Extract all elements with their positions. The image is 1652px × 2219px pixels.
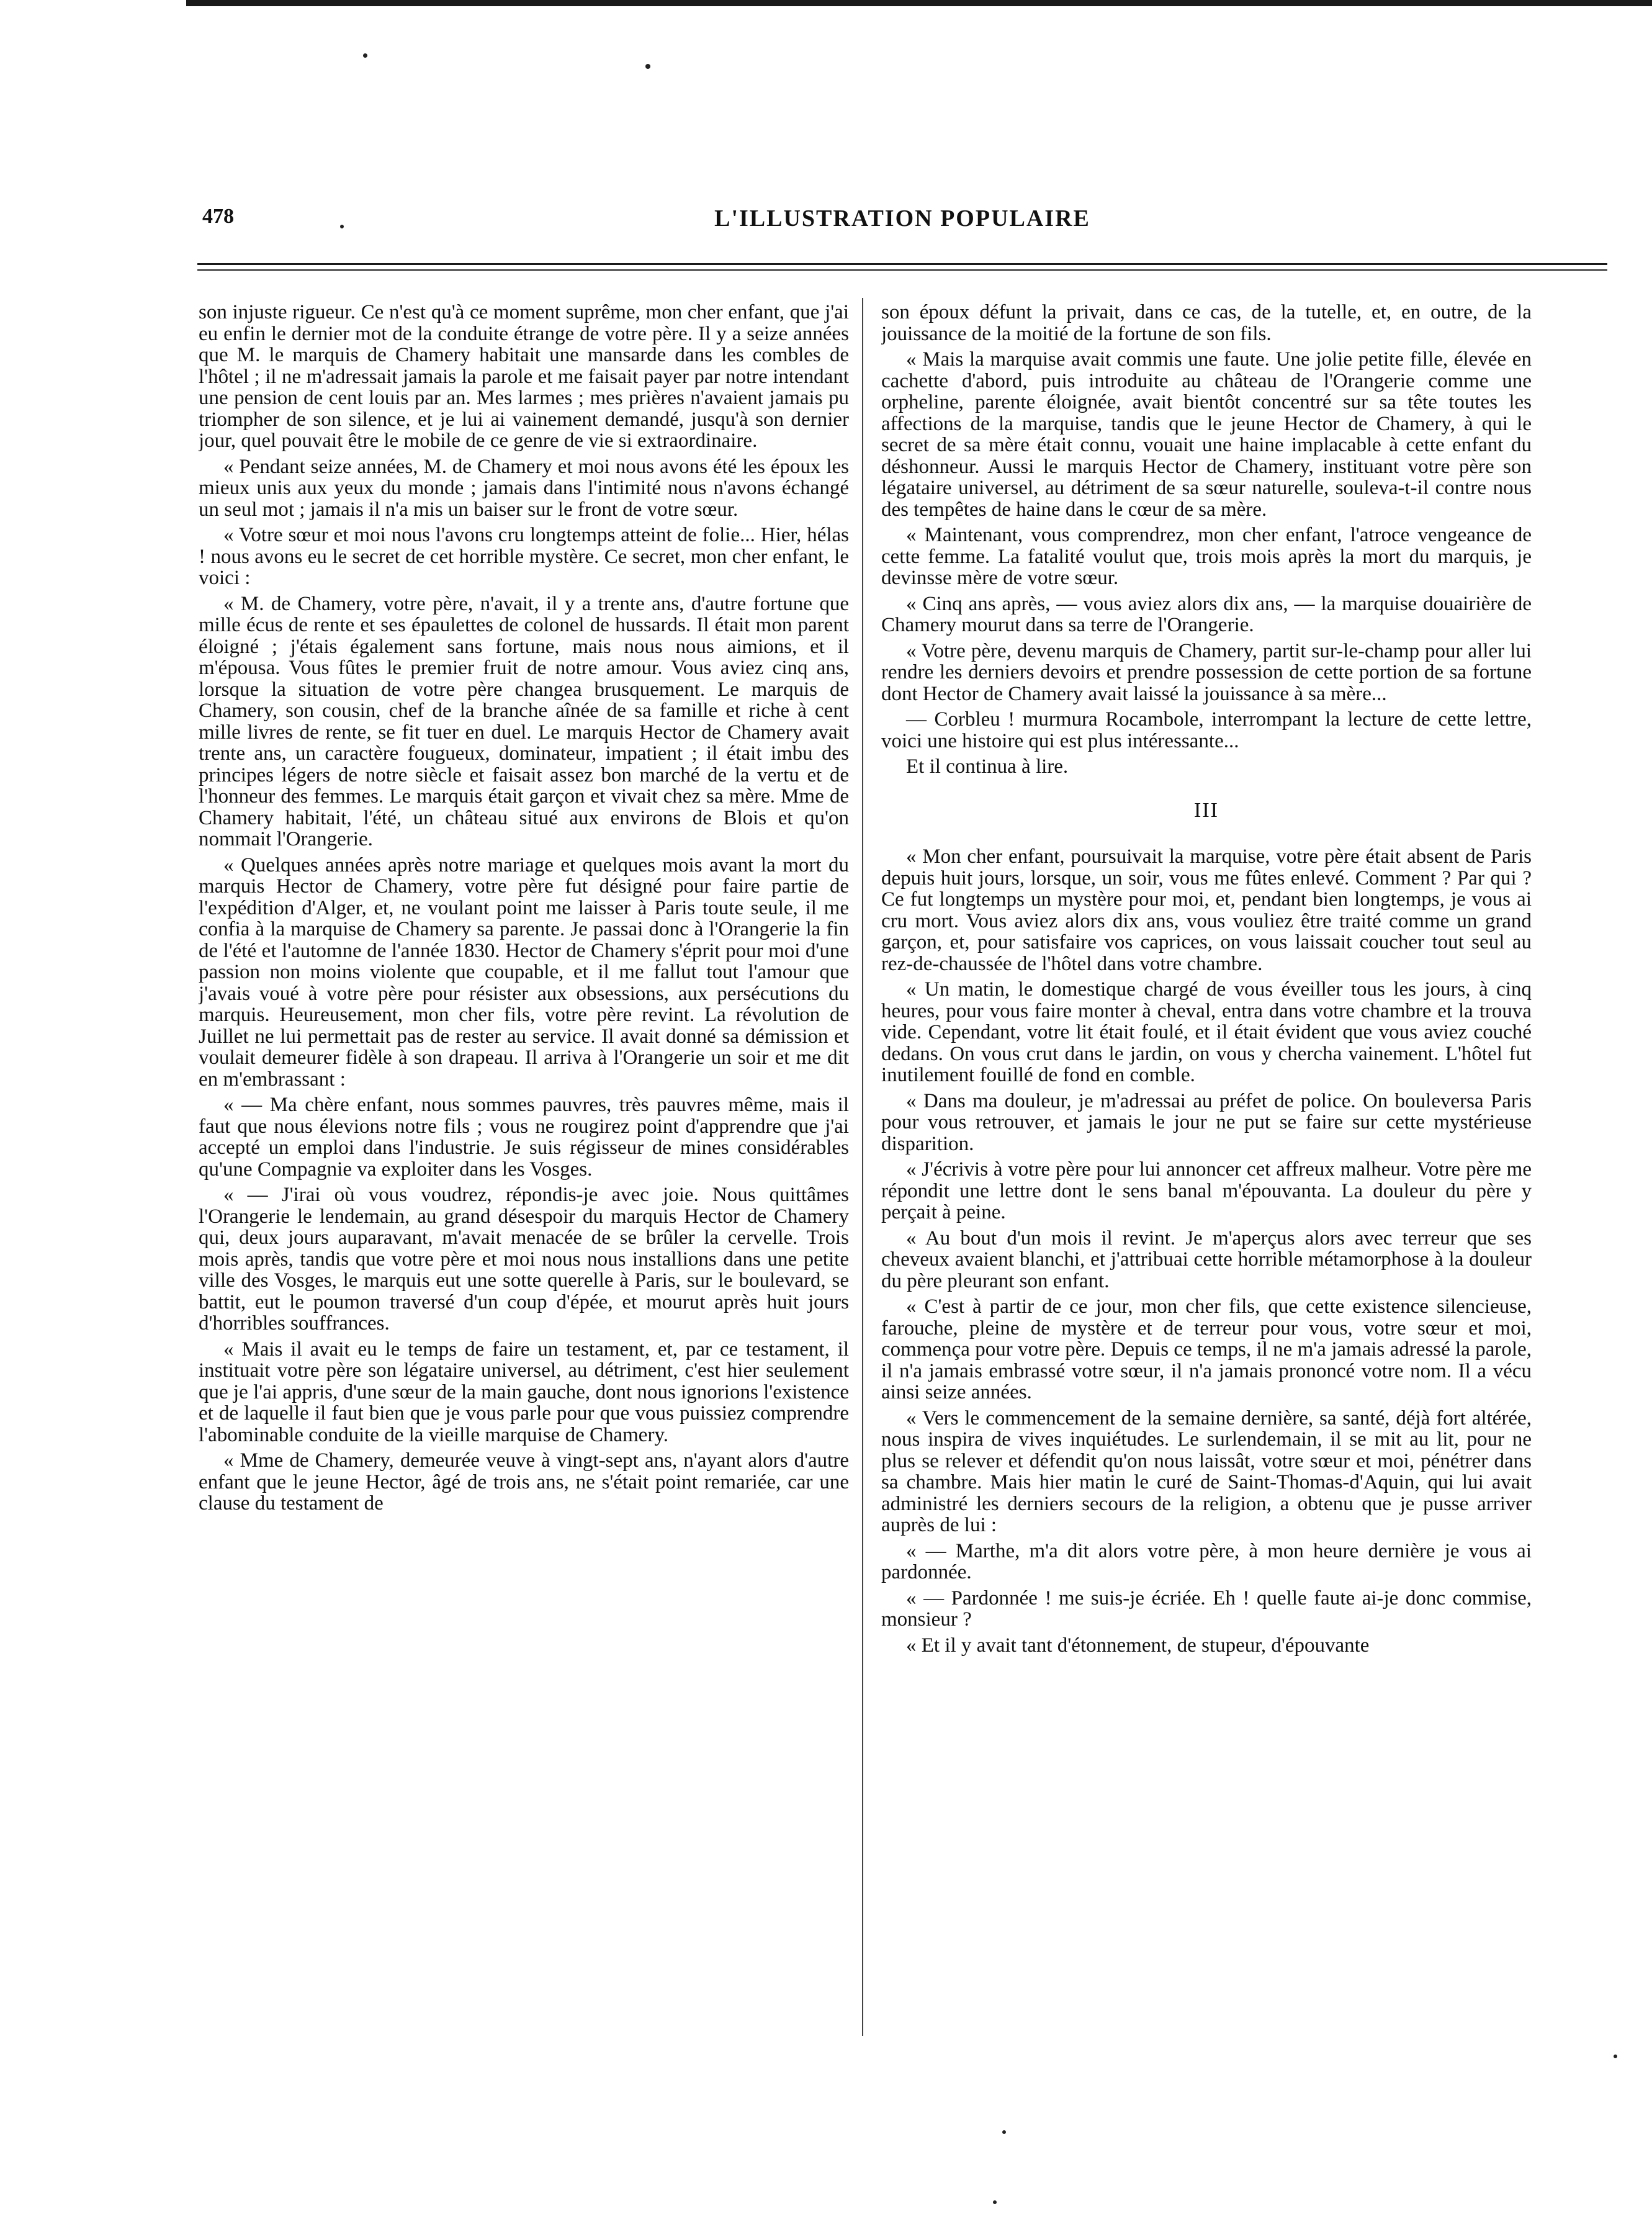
page-number: 478 — [202, 205, 234, 228]
paragraph: « Et il y avait tant d'étonnement, de stupeur, d'épouvante — [906, 1634, 1370, 1657]
paragraph: « Cinq ans après, — vous aviez alors dix ans, — la marquise douairière de Chamery mourut dans sa terre de l'Orangerie. — [881, 592, 1532, 636]
column-rule — [862, 298, 863, 2036]
paragraph: « Mais il avait eu le temps de faire un testament, et, par ce testament, il instituait votre père son légataire universel, au détriment, c'est hier seulement que je l'ai appris, d'une sœur de la main gauche, dont nous ignorions l'existence et de laquelle il faut bien que je vous parle pour que vous puissiez comprendre l'abominable conduite de la vieille marquise de Chamery. — [199, 1338, 849, 1446]
paragraph: « Quelques années après notre mariage et quelques mois avant la mort du marquis Hector de Chamery, votre père fut désigné pour faire partie de l'expédition d'Alger, et, ne voulant point me laisser à Paris toute seule, il me confia à la marquise de Chamery sa parente. Je passai donc à l'Orangerie la fin de l'été et l'automne de l'année 1830. Hector de Chamery s'éprit pour moi d'une passion non moins violente que coupable, et il me fallut tout l'amour que j'avais voué à votre père pour résister aux obsessions, aux persécutions du marquis. Heureusement, mon cher fils, votre père revint. La révolution de Juillet ne lui permettait pas de rester au service. Il avait donné sa démission et voulait demeurer fidèle à son drapeau. Il arriva à l'Orangerie un soir et me dit en m'embrassant : — [199, 853, 849, 1091]
paragraph: « Votre père, devenu marquis de Chamery, partit sur-le-champ pour aller lui rendre les derniers devoirs et prendre possession de cette portion de sa fortune dont Hector de Chamery avait laissé la jouissance à sa mère... — [881, 639, 1532, 705]
section-heading: III — [1194, 798, 1219, 822]
right-column — [881, 302, 1532, 2040]
paragraph: « Dans ma douleur, je m'adressai au préfet de police. On bouleversa Paris pour vous retrouver, et jamais le jour ne put se faire sur cette mystérieuse disparition. — [881, 1089, 1532, 1155]
paragraph: « Un matin, le domestique chargé de vous éveiller tous les jours, à cinq heures, pour vous faire monter à cheval, entra dans votre chambre et la trouva vide. Cependant, votre lit était foulé, et il était évident que vous aviez couché dedans. On vous crut dans le jardin, on vous y chercha vainement. L'hôtel fut inutilement fouillé de fond en comble. — [881, 978, 1532, 1086]
paragraph: « M. de Chamery, votre père, n'avait, il y a trente ans, d'autre fortune que mille écus de rente et ses épaulettes de colonel de hussards. Il était mon parent éloigné ; j'étais également sans fortune, mais nous nous aimions, et il m'épousa. Vous fûtes le premier fruit de notre amour. Vous aviez cinq ans, lorsque la situation de votre père changea brusquement. Le marquis de Chamery, son cousin, chef de la branche aînée de sa famille et riche à cent mille livres de rente, se fit tuer en duel. Le marquis Hector de Chamery avait trente ans, un caractère fougueux, dominateur, impatient ; il était imbu des principes légers de notre siècle et faisait assez bon marché de la vertu et de l'honneur des femmes. Le marquis était garçon et vivait chez sa mère. Mme de Chamery habitait, l'été, un château situé aux environs de Blois et qu'on nommait l'Orangerie. — [199, 592, 849, 850]
top-border-rule — [186, 0, 1652, 6]
paragraph: Et il continua à lire. — [906, 755, 1069, 778]
page-header — [197, 205, 1607, 242]
paragraph: « Mon cher enfant, poursuivait la marquise, votre père était absent de Paris depuis huit jours, lorsque, un soir, vous me fûtes enlevé. Comment ? Par qui ? Ce fut longtemps un mystère pour moi, et, pendant bien longtemps, je vous ai cru mort. Vous aviez alors dix ans, vous vouliez être traité comme un grand garçon, et, pour satisfaire vos caprices, on vous laissait coucher tout seul au rez-de-chaussée de l'hôtel dans votre chambre. — [881, 845, 1532, 975]
paragraph: « Pendant seize années, M. de Chamery et moi nous avons été les époux les mieux unis aux yeux du monde ; jamais dans l'intimité nous n'avons échangé un seul mot ; jamais il n'a mis un baiser sur le front de votre sœur. — [199, 455, 849, 521]
paragraph: son époux défunt la privait, dans ce cas, de la tutelle, et, en outre, de la jouissance de la moitié de la fortune de son fils. — [881, 302, 1532, 345]
paragraph: « Vers le commencement de la semaine dernière, sa santé, déjà fort altérée, nous inspira de vives inquiétudes. Le surlendemain, il se mit au lit, pour ne plus se relever et défendit qu'on nous laissât, votre sœur et moi, pénétrer dans sa chambre. Mais hier matin le curé de Saint-Thomas-d'Aquin, qui lui avait administré les derniers secours de la religion, a obtenu que je pusse arriver auprès de lui : — [881, 1407, 1532, 1536]
paragraph: « Maintenant, vous comprendrez, mon cher enfant, l'atroce vengeance de cette femme. La fatalité voulut que, trois mois après la mort du marquis, je devinsse mère de votre sœur. — [881, 524, 1532, 589]
paragraph: « Au bout d'un mois il revint. Je m'aperçus alors avec terreur que ses cheveux avaient blanchi, et j'attribuai cette horrible métamorphose à la douleur du père pleurant son enfant. — [881, 1227, 1532, 1292]
paragraph: « — Marthe, m'a dit alors votre père, à mon heure dernière je vous ai pardonnée. — [881, 1539, 1532, 1583]
paragraph: « — J'irai où vous voudrez, répondis-je avec joie. Nous quittâmes l'Orangerie le lendemain, au grand désespoir du marquis Hector de Chamery qui, deux jours auparavant, m'avait menacée de se brûler la cervelle. Trois mois après, tandis que votre père et moi nous nous installions dans une petite ville des Vosges, le marquis eut une sotte querelle à Paris, sur le boulevard, se battit, eut le poumon traversé d'un coup d'épée, et mourut après huit jours d'horribles souffrances. — [199, 1184, 849, 1335]
scan-speck — [1002, 2130, 1006, 2134]
paragraph: « — Ma chère enfant, nous sommes pauvres, très pauvres même, mais il faut que nous élevions notre fils ; vous ne rougirez point d'apprendre que j'ai accepté un emploi dans l'industrie. Je suis régisseur de mines considérables qu'une Compagnie va exploiter dans les Vosges. — [199, 1094, 849, 1181]
scan-speck — [363, 53, 367, 58]
paragraph: « Mme de Chamery, demeurée veuve à vingt-sept ans, n'ayant alors d'autre enfant que le jeune Hector, âgé de trois ans, ne s'était point remariée, car une clause du testament de — [199, 1449, 849, 1515]
paragraph: « C'est à partir de ce jour, mon cher fils, que cette existence silencieuse, farouche, pleine de mystère et de terreur pour vous, votre sœur et moi, commença pour votre père. Depuis ce temps, il ne m'a jamais adressé la parole, il n'a jamais embrassé votre sœur, il n'a jamais prononcé votre nom. Il a vécu ainsi seize années. — [881, 1295, 1532, 1403]
paragraph: — Corbleu ! murmura Rocambole, interrompant la lecture de cette lettre, voici une histoire qui est plus intéressante... — [881, 708, 1532, 752]
scan-speck — [645, 64, 650, 69]
header-rule — [197, 263, 1607, 265]
header-rule — [197, 269, 1607, 271]
paragraph: son injuste rigueur. Ce n'est qu'à ce moment suprême, mon cher enfant, que j'ai eu enfin le dernier mot de la conduite étrange de votre père. Il y a seize années que M. le marquis de Chamery habitait une mansarde dans les combles de l'hôtel ; il ne m'adressait jamais la parole et me faisait payer par notre intendant une pension de cent louis par an. Mes larmes ; mes prières n'avaient jamais pu triompher de son silence, et je lui ai vainement demandé, jusqu'à son dernier jour, quel pouvait être le mobile de ce genre de vie si extraordinaire. — [199, 302, 849, 452]
running-title: L'ILLUSTRATION POPULAIRE — [714, 205, 1090, 232]
left-column — [199, 302, 849, 2040]
paragraph: « J'écrivis à votre père pour lui annoncer cet affreux malheur. Votre père me répondit une lettre dont le sens banal m'épouvanta. La douleur du père y perçait à peine. — [881, 1158, 1532, 1223]
paragraph: « Votre sœur et moi nous l'avons cru longtemps atteint de folie... Hier, hélas ! nous avons eu le secret de cet horrible mystère. Ce secret, mon cher enfant, le voici : — [199, 524, 849, 589]
scan-speck — [1614, 2055, 1617, 2058]
paragraph: « Mais la marquise avait commis une faute. Une jolie petite fille, élevée en cachette d'abord, puis introduite au château de l'Orangerie comme une orpheline, parente éloignée, avait bientôt concentré sur sa tête toutes les affections de la marquise, tandis que le jeune Hector de Chamery, à qui le secret de sa mère était connu, vouait une haine implacable à cette enfant du déshonneur. Aussi le marquis Hector de Chamery, instituant votre père son légataire universel, au détriment de sa sœur naturelle, souleva-t-il contre nous des tempêtes de haine dans le cœur de sa mère. — [881, 348, 1532, 521]
paragraph: « — Pardonnée ! me suis-je écriée. Eh ! quelle faute ai-je donc commise, monsieur ? — [881, 1587, 1532, 1631]
scan-speck — [993, 2200, 997, 2204]
